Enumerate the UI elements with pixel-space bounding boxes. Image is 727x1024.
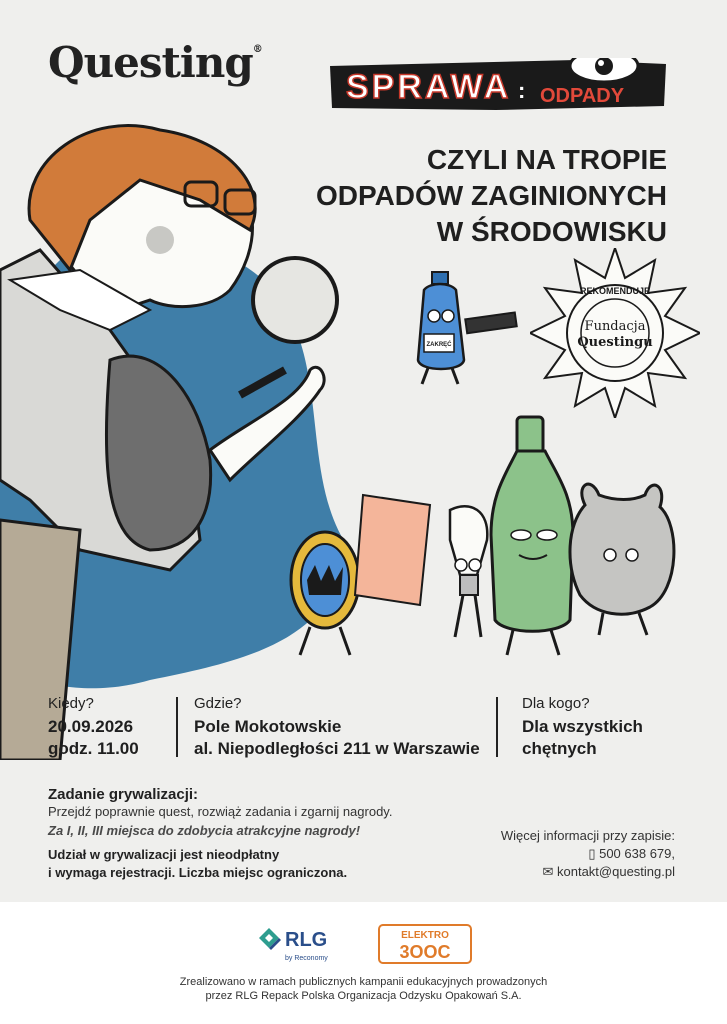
questing-logo: Questing® bbox=[48, 38, 262, 87]
contact-phone[interactable]: 500 638 679, bbox=[599, 846, 675, 861]
task-title: Zadanie grywalizacji: bbox=[48, 786, 199, 803]
when-label: Kiedy? bbox=[48, 695, 94, 712]
badge-title: SPRAWA bbox=[346, 68, 512, 106]
telescope-icon bbox=[465, 312, 516, 333]
contact-email[interactable]: kontakt@questing.pl bbox=[557, 864, 675, 879]
who-line1: Dla wszystkich bbox=[522, 717, 643, 736]
when-time: godz. 11.00 bbox=[48, 739, 139, 758]
where-label: Gdzie? bbox=[194, 695, 242, 712]
where-place: Pole Mokotowskie bbox=[194, 717, 342, 736]
elektro-top: ELEKTRO bbox=[401, 930, 449, 941]
phone-icon: ▯ bbox=[588, 846, 596, 861]
who-label: Dla kogo? bbox=[522, 695, 590, 712]
plastic-bag-character bbox=[570, 484, 674, 614]
recommendation-stamp bbox=[530, 248, 700, 418]
who-line2: chętnych bbox=[522, 739, 597, 758]
eye-icon bbox=[570, 58, 638, 82]
contact-phone-row bbox=[588, 846, 675, 862]
task-note-2: i wymaga rejestracji. Liczba miejsc ograniczona. bbox=[48, 865, 348, 880]
task-note-1: Udział w grywalizacji jest nieodpłatny bbox=[48, 847, 280, 862]
paper-character bbox=[355, 495, 430, 605]
headline: CZYLI NA TROPIE ODPADÓW ZAGINIONYCH W ŚRODOWISKU bbox=[315, 144, 667, 247]
campaign-badge bbox=[326, 58, 670, 112]
cheek bbox=[146, 226, 174, 254]
footer bbox=[0, 902, 727, 1024]
contact-label: Więcej informacji przy zapisie: bbox=[500, 828, 675, 843]
rlg-text: RLG bbox=[285, 929, 328, 951]
elektro-logo bbox=[378, 924, 472, 964]
when-date: 20.09.2026 bbox=[48, 717, 134, 736]
blue-bottle-character bbox=[410, 268, 525, 388]
divider-2 bbox=[496, 697, 498, 757]
green-bottle-character bbox=[517, 417, 543, 453]
waste-characters bbox=[255, 415, 685, 665]
task-description: Przejdź poprawnie quest, rozwiąż zadania i zgarnij nagrody. bbox=[48, 804, 393, 819]
footer-line-1: Zrealizowano w ramach publicznych kampanii edukacyjnych prowadzonych bbox=[179, 976, 548, 988]
stamp-ring: REKOMENDUJE bbox=[579, 286, 651, 296]
contact-email-row bbox=[542, 864, 675, 880]
magnifying-glass-icon bbox=[253, 258, 337, 342]
divider-1 bbox=[176, 697, 178, 757]
stamp-line2: Questingu bbox=[577, 335, 653, 350]
stamp-line1: Fundacja bbox=[584, 319, 646, 334]
badge-subtitle: ODPADY bbox=[540, 85, 625, 107]
bottle-label: ZAKRĘĆ bbox=[426, 342, 452, 348]
mail-icon: ✉ bbox=[542, 864, 554, 879]
footer-line-2: przez RLG Repack Polska Organizacja Odzysku Opakowań S.A. bbox=[205, 990, 522, 1002]
task-prizes: Za I, II, III miejsca do zdobycia atrakcyjne nagrody! bbox=[48, 823, 361, 838]
badge-separator: : bbox=[518, 78, 526, 103]
where-address: al. Niepodległości 211 w Warszawie bbox=[194, 739, 480, 758]
rlg-logo bbox=[255, 922, 345, 966]
elektro-bottom: 3OOC bbox=[399, 942, 451, 962]
rlg-subtext: by Reconomy bbox=[285, 955, 328, 962]
